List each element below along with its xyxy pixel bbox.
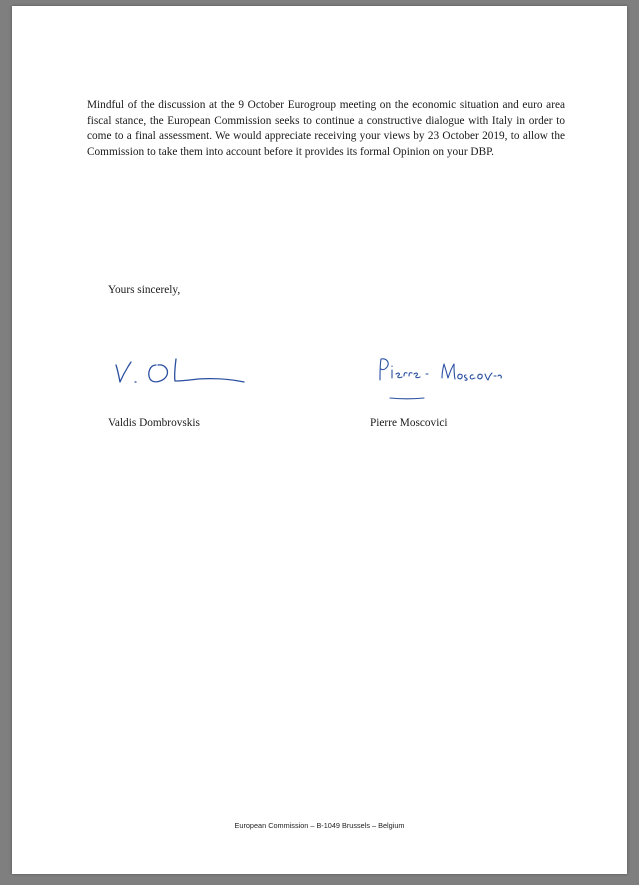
letter-page bbox=[12, 6, 627, 874]
letter-paragraph: Mindful of the discussion at the 9 October Eurogroup meeting on the economic situation and euro area fiscal stance, the European Commission seeks to continue a constructive dialogue with Italy in order to come to a final assessment. We would appreciate receiving your views by 23 October 2019, to allow the Commission to take them into account before it provides its formal Opinion on your DBP. bbox=[87, 99, 565, 158]
closing-salutation: Yours sincerely, bbox=[108, 284, 181, 296]
signatory-name-left: Valdis Dombrovskis bbox=[108, 417, 200, 429]
signature-moscovici bbox=[374, 354, 504, 404]
signatory-name-right: Pierre Moscovici bbox=[370, 417, 448, 429]
signature-dombrovskis bbox=[112, 351, 247, 391]
footer-address: European Commission – B-1049 Brussels – Belgium bbox=[234, 821, 405, 830]
